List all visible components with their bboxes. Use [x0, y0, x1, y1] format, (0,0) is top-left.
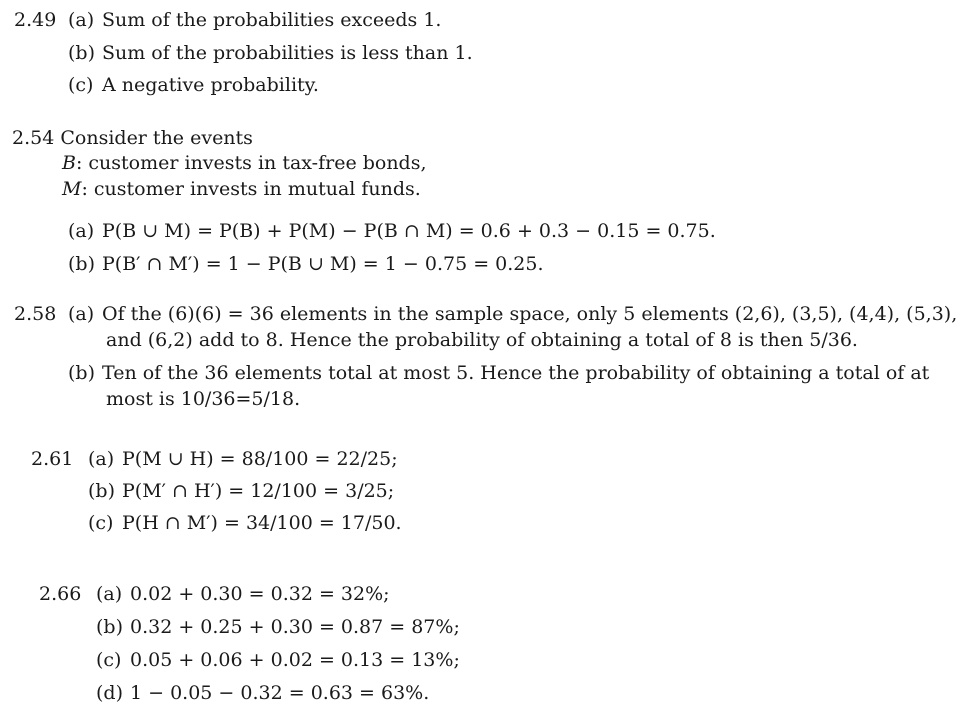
p258-item-a-line1 — [68, 302, 957, 326]
p261-item-b — [88, 479, 394, 503]
p254-intro: Consider the events — [60, 127, 253, 149]
event-symbol: B — [62, 152, 76, 174]
p254-event-m — [62, 177, 421, 201]
item-formula: P(M ∪ H) = 88/100 = 22/25; — [122, 448, 398, 470]
item-text: Sum of the probabilities exceeds 1. — [102, 9, 442, 31]
p249-item-c — [68, 73, 319, 97]
problem-number-2-61: 2.61 — [31, 448, 74, 470]
p249-item-a — [68, 8, 441, 32]
event-symbol: M — [62, 178, 82, 200]
item-label: (a) — [68, 9, 95, 31]
p266-item-b — [96, 615, 460, 639]
item-formula: P(B ∪ M) = P(B) + P(M) − P(B ∩ M) = 0.6 + 0.3 − 0.15 = 0.75. — [102, 220, 716, 242]
item-formula: 0.32 + 0.25 + 0.30 = 0.87 = 87%; — [130, 616, 460, 638]
item-label: (c) — [96, 649, 122, 671]
problem-number-2-49: 2.49 — [14, 9, 57, 31]
p258-item-a-line2: and (6,2) add to 8. Hence the probability of obtaining a total of 8 is then 5/36. — [106, 329, 858, 351]
item-formula: P(H ∩ M′) = 34/100 = 17/50. — [122, 512, 402, 534]
item-formula: 1 − 0.05 − 0.32 = 0.63 = 63%. — [130, 682, 430, 704]
p254-event-b — [62, 151, 427, 175]
item-formula: 0.05 + 0.06 + 0.02 = 0.13 = 13%; — [130, 649, 460, 671]
item-label: (b) — [68, 362, 95, 384]
item-label: (b) — [68, 42, 95, 64]
item-label: (d) — [96, 682, 123, 704]
p266-item-c — [96, 648, 460, 672]
p254-heading — [12, 126, 253, 150]
p254-item-b — [68, 252, 544, 276]
item-formula: P(M′ ∩ H′) = 12/100 = 3/25; — [122, 480, 395, 502]
p266-item-a — [96, 582, 390, 606]
item-text: Sum of the probabilities is less than 1. — [102, 42, 473, 64]
problem-number-2-66: 2.66 — [39, 583, 82, 605]
item-text: Of the (6)(6) = 36 elements in the sample space, only 5 elements (2,6), (3,5), (4,4), (5,3), — [102, 303, 958, 325]
item-label: (a) — [68, 303, 95, 325]
item-label: (a) — [96, 583, 123, 605]
item-formula: P(B′ ∩ M′) = 1 − P(B ∪ M) = 1 − 0.75 = 0.25. — [102, 253, 544, 275]
item-text: Ten of the 36 elements total at most 5. Hence the probability of obtaining a total of at — [102, 362, 930, 384]
p254-item-a — [68, 219, 716, 243]
p261-item-c — [88, 511, 402, 535]
problem-number-2-54: 2.54 — [12, 127, 55, 149]
problem-number-2-58: 2.58 — [14, 303, 57, 325]
p258-item-b-line1 — [68, 361, 929, 385]
p266-item-d — [96, 681, 429, 705]
item-label: (b) — [88, 480, 115, 502]
p258-item-b-line2: most is 10/36=5/18. — [106, 388, 301, 410]
event-text: : customer invests in mutual funds. — [81, 178, 421, 200]
item-label: (c) — [88, 512, 114, 534]
p261-item-a — [88, 447, 398, 471]
item-label: (a) — [68, 220, 95, 242]
event-text: : customer invests in tax-free bonds, — [75, 152, 427, 174]
item-label: (c) — [68, 74, 94, 96]
p249-item-b — [68, 41, 473, 65]
item-label: (b) — [68, 253, 95, 275]
item-label: (b) — [96, 616, 123, 638]
item-text: A negative probability. — [102, 74, 319, 96]
item-formula: 0.02 + 0.30 = 0.32 = 32%; — [130, 583, 390, 605]
item-label: (a) — [88, 448, 115, 470]
